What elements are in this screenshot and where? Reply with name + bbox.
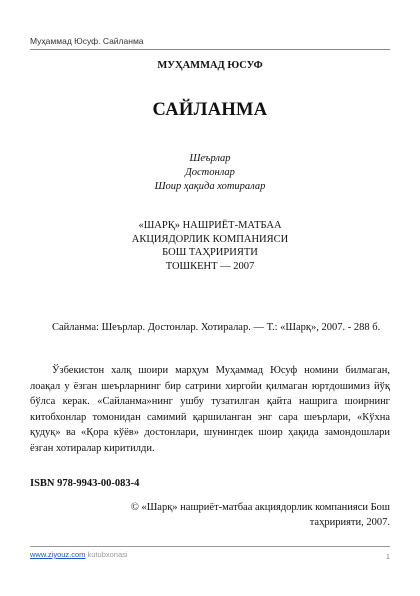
annotation-paragraph: Ўзбекистон халқ шоири марҳум Муҳаммад Юсуф номини билмаган, лоақал у ёзган шеърларнинг бир сатрини хиргойи қилмаган юртдошимиз йўқ бўлса керак. «Сайланма»нинг ушбу тузатилган қайта нашрига шоирнинг китобхонлар томонидан самимий қаршиланган энг сара шеърлари, «Кўхна қудуқ» ва «Қора кўёв» достонлари, шунингдек шоир ҳақида замондошлари ёзган хотиралар киритилди. — [30, 365, 390, 454]
publication-place-year: ТОШКЕНТ — 2007 — [165, 260, 255, 272]
publisher-line: АКЦИЯДОРЛИК КОМПАНИЯСИ — [131, 233, 289, 245]
isbn: ISBN 978-9943-00-083-4 — [30, 478, 140, 489]
contents-item-poems: Шеърлар — [189, 153, 231, 164]
book-title: САЙЛАНМА — [152, 100, 268, 120]
footer-divider — [30, 546, 390, 547]
running-head: Муҳаммад Юсуф. Сайланма — [30, 36, 144, 46]
header-divider — [30, 49, 390, 50]
publisher-block — [0, 219, 420, 273]
footer-suffix: kutubxonasi — [85, 550, 128, 559]
footer — [30, 550, 128, 559]
bibliographic-entry: Сайланма: Шеърлар. Достонлар. Хотиралар. — Т.: «Шарқ», 2007. - 288 б. — [52, 322, 381, 333]
publisher-line: БОШ ТАҲРИРИЯТИ — [162, 247, 258, 258]
contents-item-memoirs: Шоир ҳақида хотиралар — [154, 181, 266, 192]
publisher-line: «ШАРҚ» НАШРИЁТ-МАТБАА — [138, 220, 282, 231]
author-name: МУҲАММАД ЮСУФ — [157, 60, 263, 71]
page-number: 1 — [385, 552, 390, 561]
copyright-notice: © «Шарқ» нашриёт-матбаа акциядорлик компанияси Бош таҳририяти, 2007. — [130, 502, 390, 528]
contents-item-epics: Достонлар — [185, 167, 235, 178]
contents-list — [0, 152, 420, 194]
ziyouz-link[interactable]: www.ziyouz.com — [30, 550, 86, 559]
